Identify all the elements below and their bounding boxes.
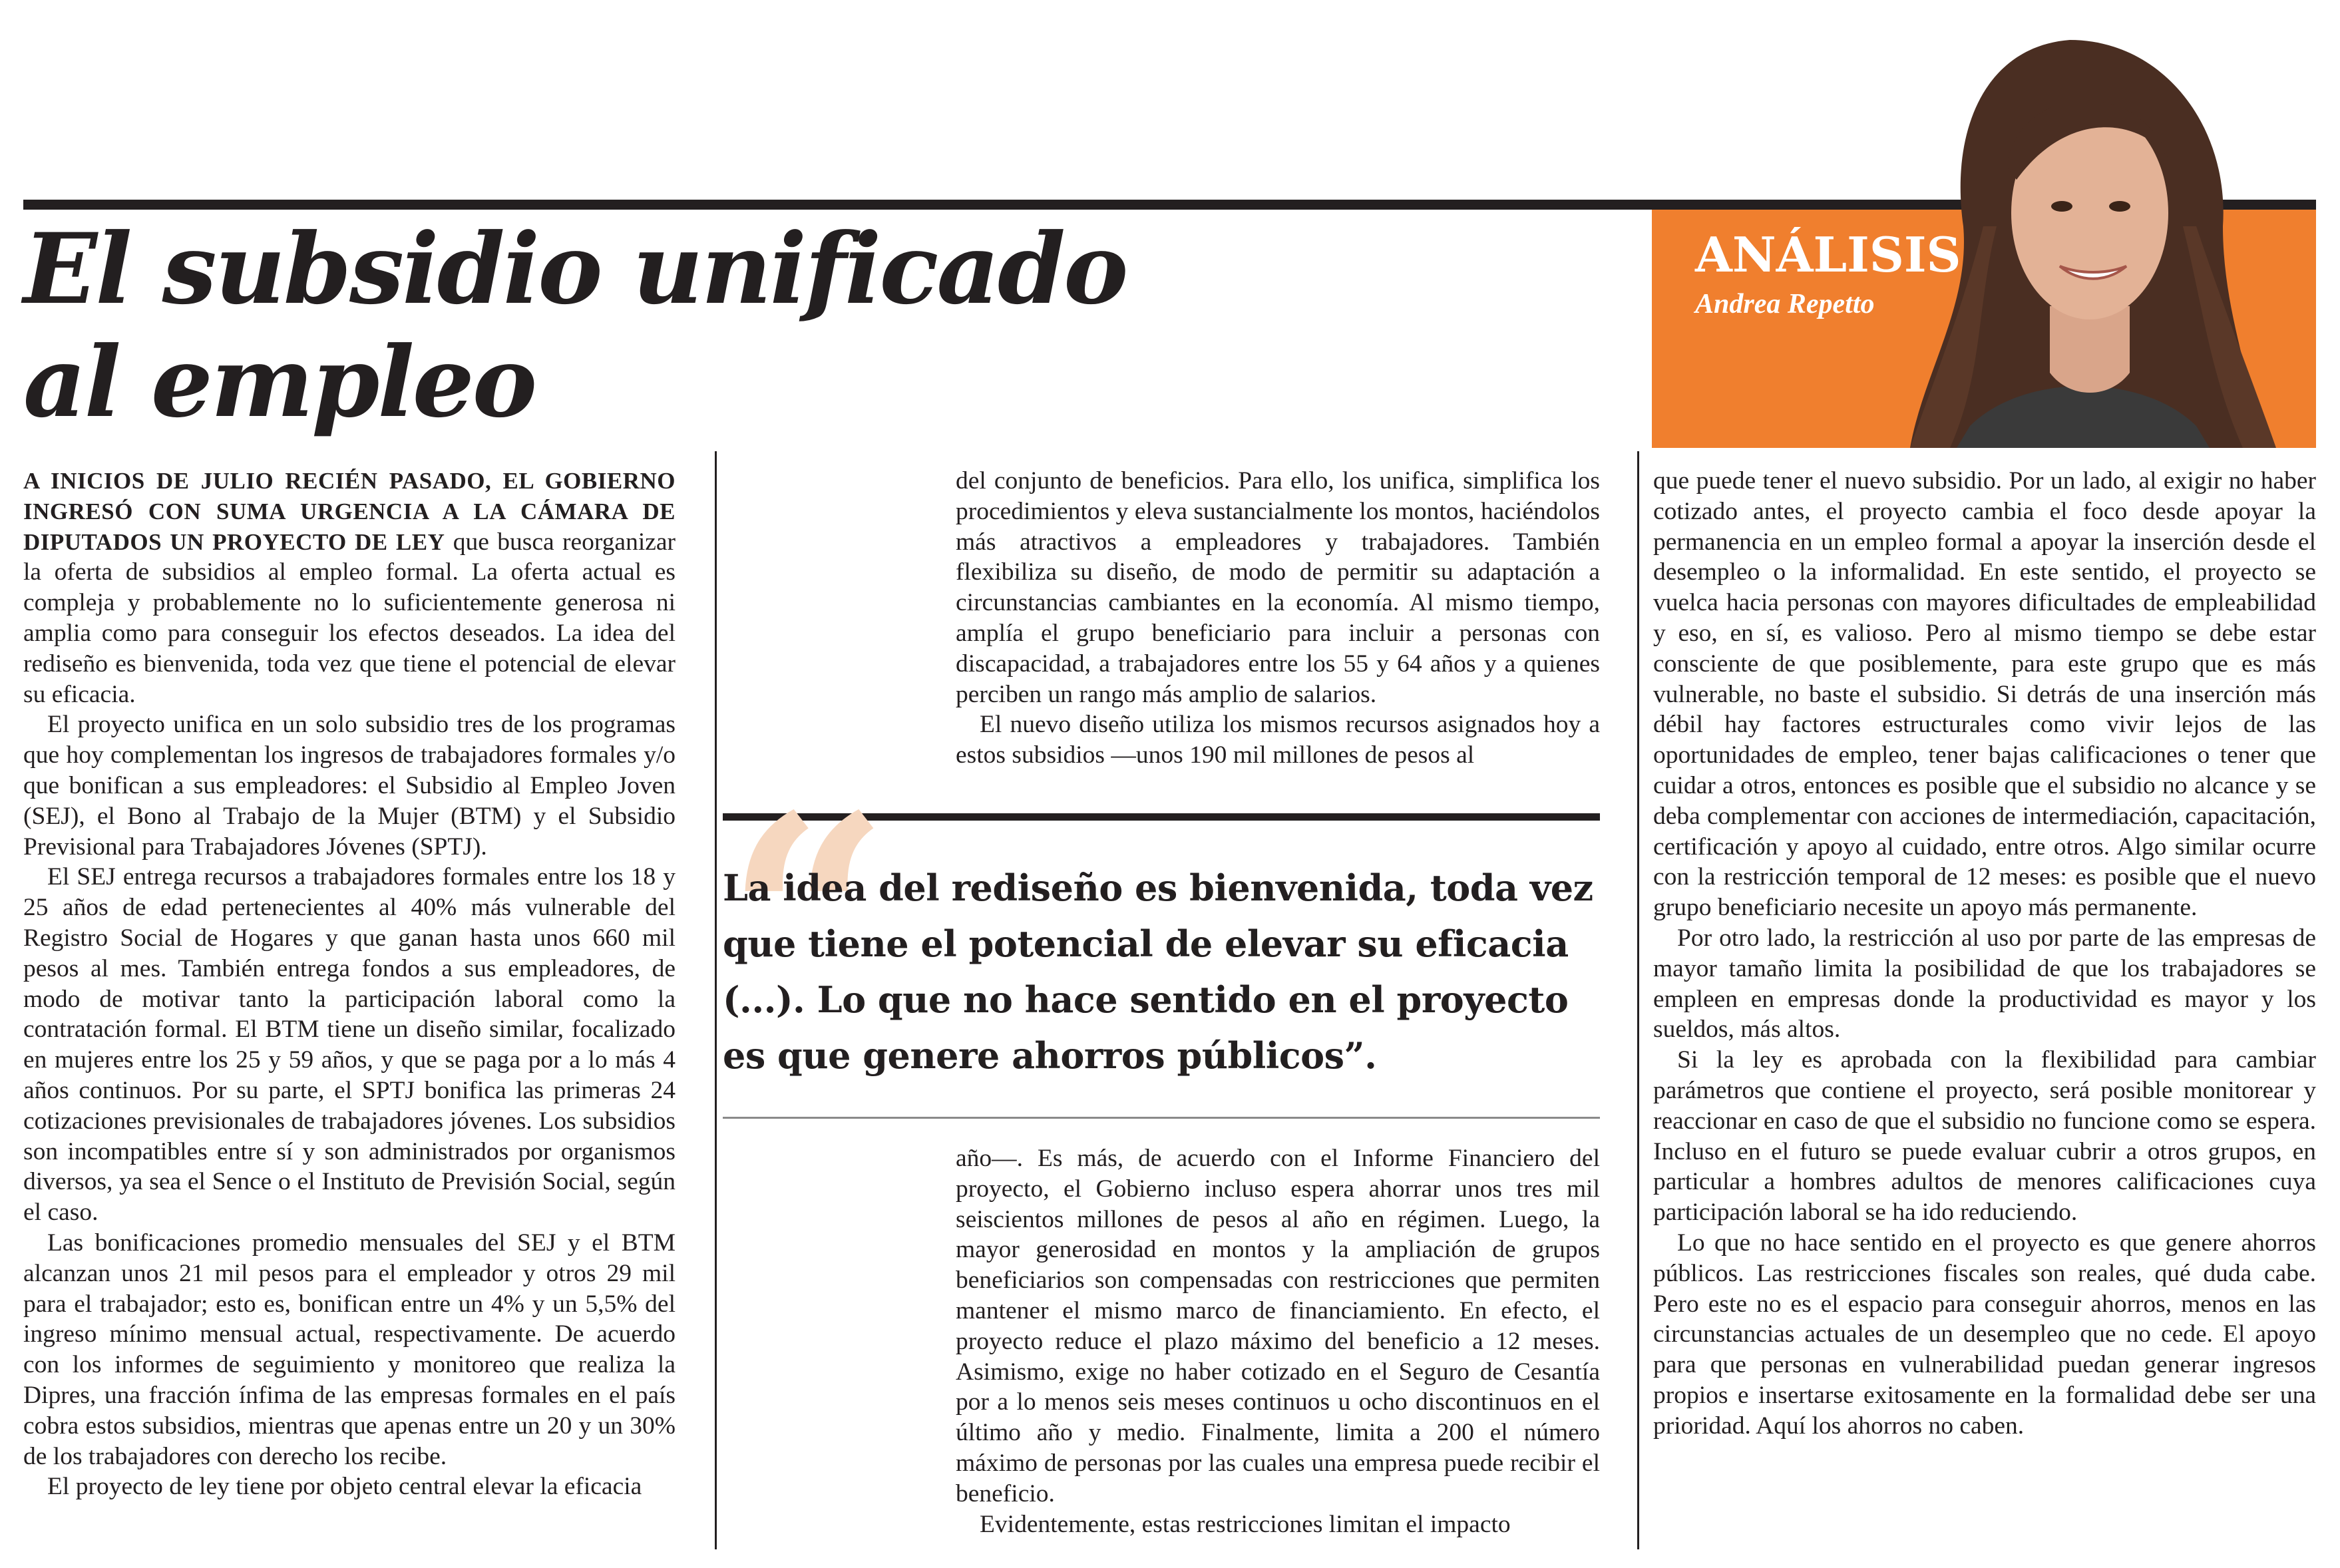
quote-mark-icon: “ [725, 753, 890, 1089]
article-column-1 [23, 466, 676, 1502]
headline [23, 213, 1621, 439]
author-name: Andrea Repetto [1695, 289, 1875, 319]
pull-quote-bottom-rule [723, 1117, 1600, 1119]
lead-paragraph [23, 466, 676, 709]
lead-paragraph-rest: que busca reorganizar la oferta de subsidios al empleo formal. La oferta actual es compleja y probablemente no lo suficientemente generosa ni amplia como para conseguir los efectos deseados. La idea del rediseño es bienvenida, toda vez que tiene el potencial de elevar su eficacia. [23, 528, 676, 708]
section-label: ANÁLISIS [1695, 226, 1961, 283]
paragraph: Por otro lado, la restricción al uso por parte de las empresas de mayor tamaño limita la posibilidad de que los trabajadores se empleen en empresas donde la productividad es mayor y los sueldos, más altos. [1653, 924, 2316, 1044]
headline-line-2: al empleo [23, 325, 536, 439]
paragraph: Evidentemente, estas restricciones limitan el impacto [980, 1510, 1511, 1538]
paragraph: año—. Es más, de acuerdo con el Informe Financiero del proyecto, el Gobierno incluso espera ahorrar unos tres mil seiscientos millones de pesos al año en régimen. Luego, la mayor generosidad en montos y la ampliación de grupos beneficiarios son compensadas con restricciones que permiten mantener el mismo marco de financiamiento. En efecto, el proyecto reduce el plazo máximo del beneficio a 12 meses. Asimismo, exige no haber cotizado en el Seguro de Cesantía por a lo menos seis meses continuos u ocho discontinuos en el último año y medio. Finalmente, limita a 200 el número máximo de personas por las cuales una empresa puede recibir el beneficio. [956, 1145, 1600, 1507]
column-divider-2 [1637, 451, 1639, 1549]
paragraph: El SEJ entrega recursos a trabajadores formales entre los 18 y 25 años de edad pertenecientes al 40% más vulnerable del Registro Social de Hogares y que ganan hasta unos 660 mil pesos al mes. También entrega fondos a sus empleadores, de modo de motivar tanto la participación laboral como la contratación formal. El BTM tiene un diseño similar, focalizado en mujeres entre los 25 y 59 años, y que se paga por a lo más 4 años continuos. Por su parte, el SPTJ bonifica las primeras 24 cotizaciones previsionales de trabajadores jóvenes. Los subsidios son incompatibles entre sí y son administrados por organismos diversos, ya sea el Sence o el Instituto de Previsión Social, según el caso. [23, 863, 676, 1227]
paragraph: El proyecto de ley tiene por objeto central elevar la eficacia [47, 1473, 642, 1501]
paragraph: Las bonificaciones promedio mensuales del SEJ y el BTM alcanzan unos 21 mil pesos para el empleador y otros 29 mil para el trabajador; esto es, bonifican entre un 4% y un 5,5% del ingreso mínimo mensual actual, respectivamente. De acuerdo con los informes de seguimiento y monitoreo que realiza la Dipres, una fracción ínfima de las empresas formales en el país cobra estos subsidios, mientras que apenas entre un 20 y un 30% de los trabajadores con derecho los recibe. [23, 1229, 676, 1470]
article-column-3 [1653, 466, 2316, 1442]
paragraph: Lo que no hace sentido en el proyecto es que genere ahorros públicos. Las restricciones fiscales son reales, qué duda cabe. Pero este no es el espacio para conseguir ahorros, menos en las circunstancias actuales de un desempleo que no cede. El apoyo para que personas en vulnerabilidad puedan generar ingresos propios e insertarse exitosamente en la formalidad debe ser una prioridad. Aquí los ahorros no caben. [1653, 1229, 2316, 1440]
paragraph: El nuevo diseño utiliza los mismos recursos asignados hoy a estos subsidios —unos 190 mil millones de pesos al [956, 711, 1600, 769]
column-divider-1 [715, 451, 717, 1549]
article-column-2-top [956, 466, 1600, 771]
article-column-2-bottom [956, 1143, 1600, 1539]
author-portrait [1850, 27, 2316, 448]
paragraph: El proyecto unifica en un solo subsidio tres de los programas que hoy complementan los ingresos de trabajadores formales y/o que bonifican a sus empleadores: el Subsidio al Empleo Joven (SEJ), el Bono al Trabajo de la Mujer (BTM) y el Subsidio Previsional para Trabajadores Jóvenes (SPTJ). [23, 711, 676, 861]
paragraph: Si la ley es aprobada con la flexibilidad para cambiar parámetros que contiene el proyecto, será posible monitorear y reaccionar en caso de que el subsidio no funcione como se espera. Incluso en el futuro se puede evaluar cubrir a otros grupos, en particular a hombres adultos de menores calificaciones cuya participación laboral se ha ido reduciendo. [1653, 1046, 2316, 1227]
lead-in: A INICIOS DE JULIO RECIÉN PASADO, EL GOBIERNO INGRESÓ CON SUMA URGENCIA A LA CÁMARA DE DIPUTADOS UN PROYECTO DE LEY [23, 468, 676, 555]
headline-line-1: El subsidio unificado [23, 212, 1127, 326]
paragraph: del conjunto de beneficios. Para ello, los unifica, simplifica los procedimientos y eleva sustancialmente los montos, haciéndolos más atractivos a empleadores y trabajadores. También flexibiliza su diseño, de modo de permitir su adaptación a circunstancias cambiantes en la economía. Al mismo tiempo, amplía el grupo beneficiario para incluir a personas con discapacidad, a trabajadores entre los 55 y 64 años y a quienes perciben un rango más amplio de salarios. [956, 467, 1600, 708]
pull-quote: La idea del rediseño es bienvenida, toda vez que tiene el potencial de elevar su eficacia (...). Lo que no hace sentido en el proyecto es que genere ahorros públicos”. [723, 867, 1593, 1077]
paragraph: que puede tener el nuevo subsidio. Por un lado, al exigir no haber cotizado antes, el proyecto cambia el foco desde apoyar la permanencia en un empleo formal a apoyar la inserción desde el desempleo o la informalidad. En este sentido, el proyecto se vuelca hacia personas con mayores dificultades de empleabilidad y eso, en sí, es valioso. Pero al mismo tiempo se debe estar consciente de que posiblemente, para este grupo que es más vulnerable, no baste el subsidio. Si detrás de una inserción más débil hay factores estructurales como vivir lejos de las oportunidades de empleo, tener bajas calificaciones o tener que cuidar a otros, entonces es posible que el subsidio no alcance y se deba complementar con acciones de intermediación, capacitación, certificación y apoyo al cuidado, entre otros. Algo similar ocurre con la restricción temporal de 12 meses: es posible que el nuevo grupo beneficiario necesite un apoyo más permanente. [1653, 467, 2316, 922]
